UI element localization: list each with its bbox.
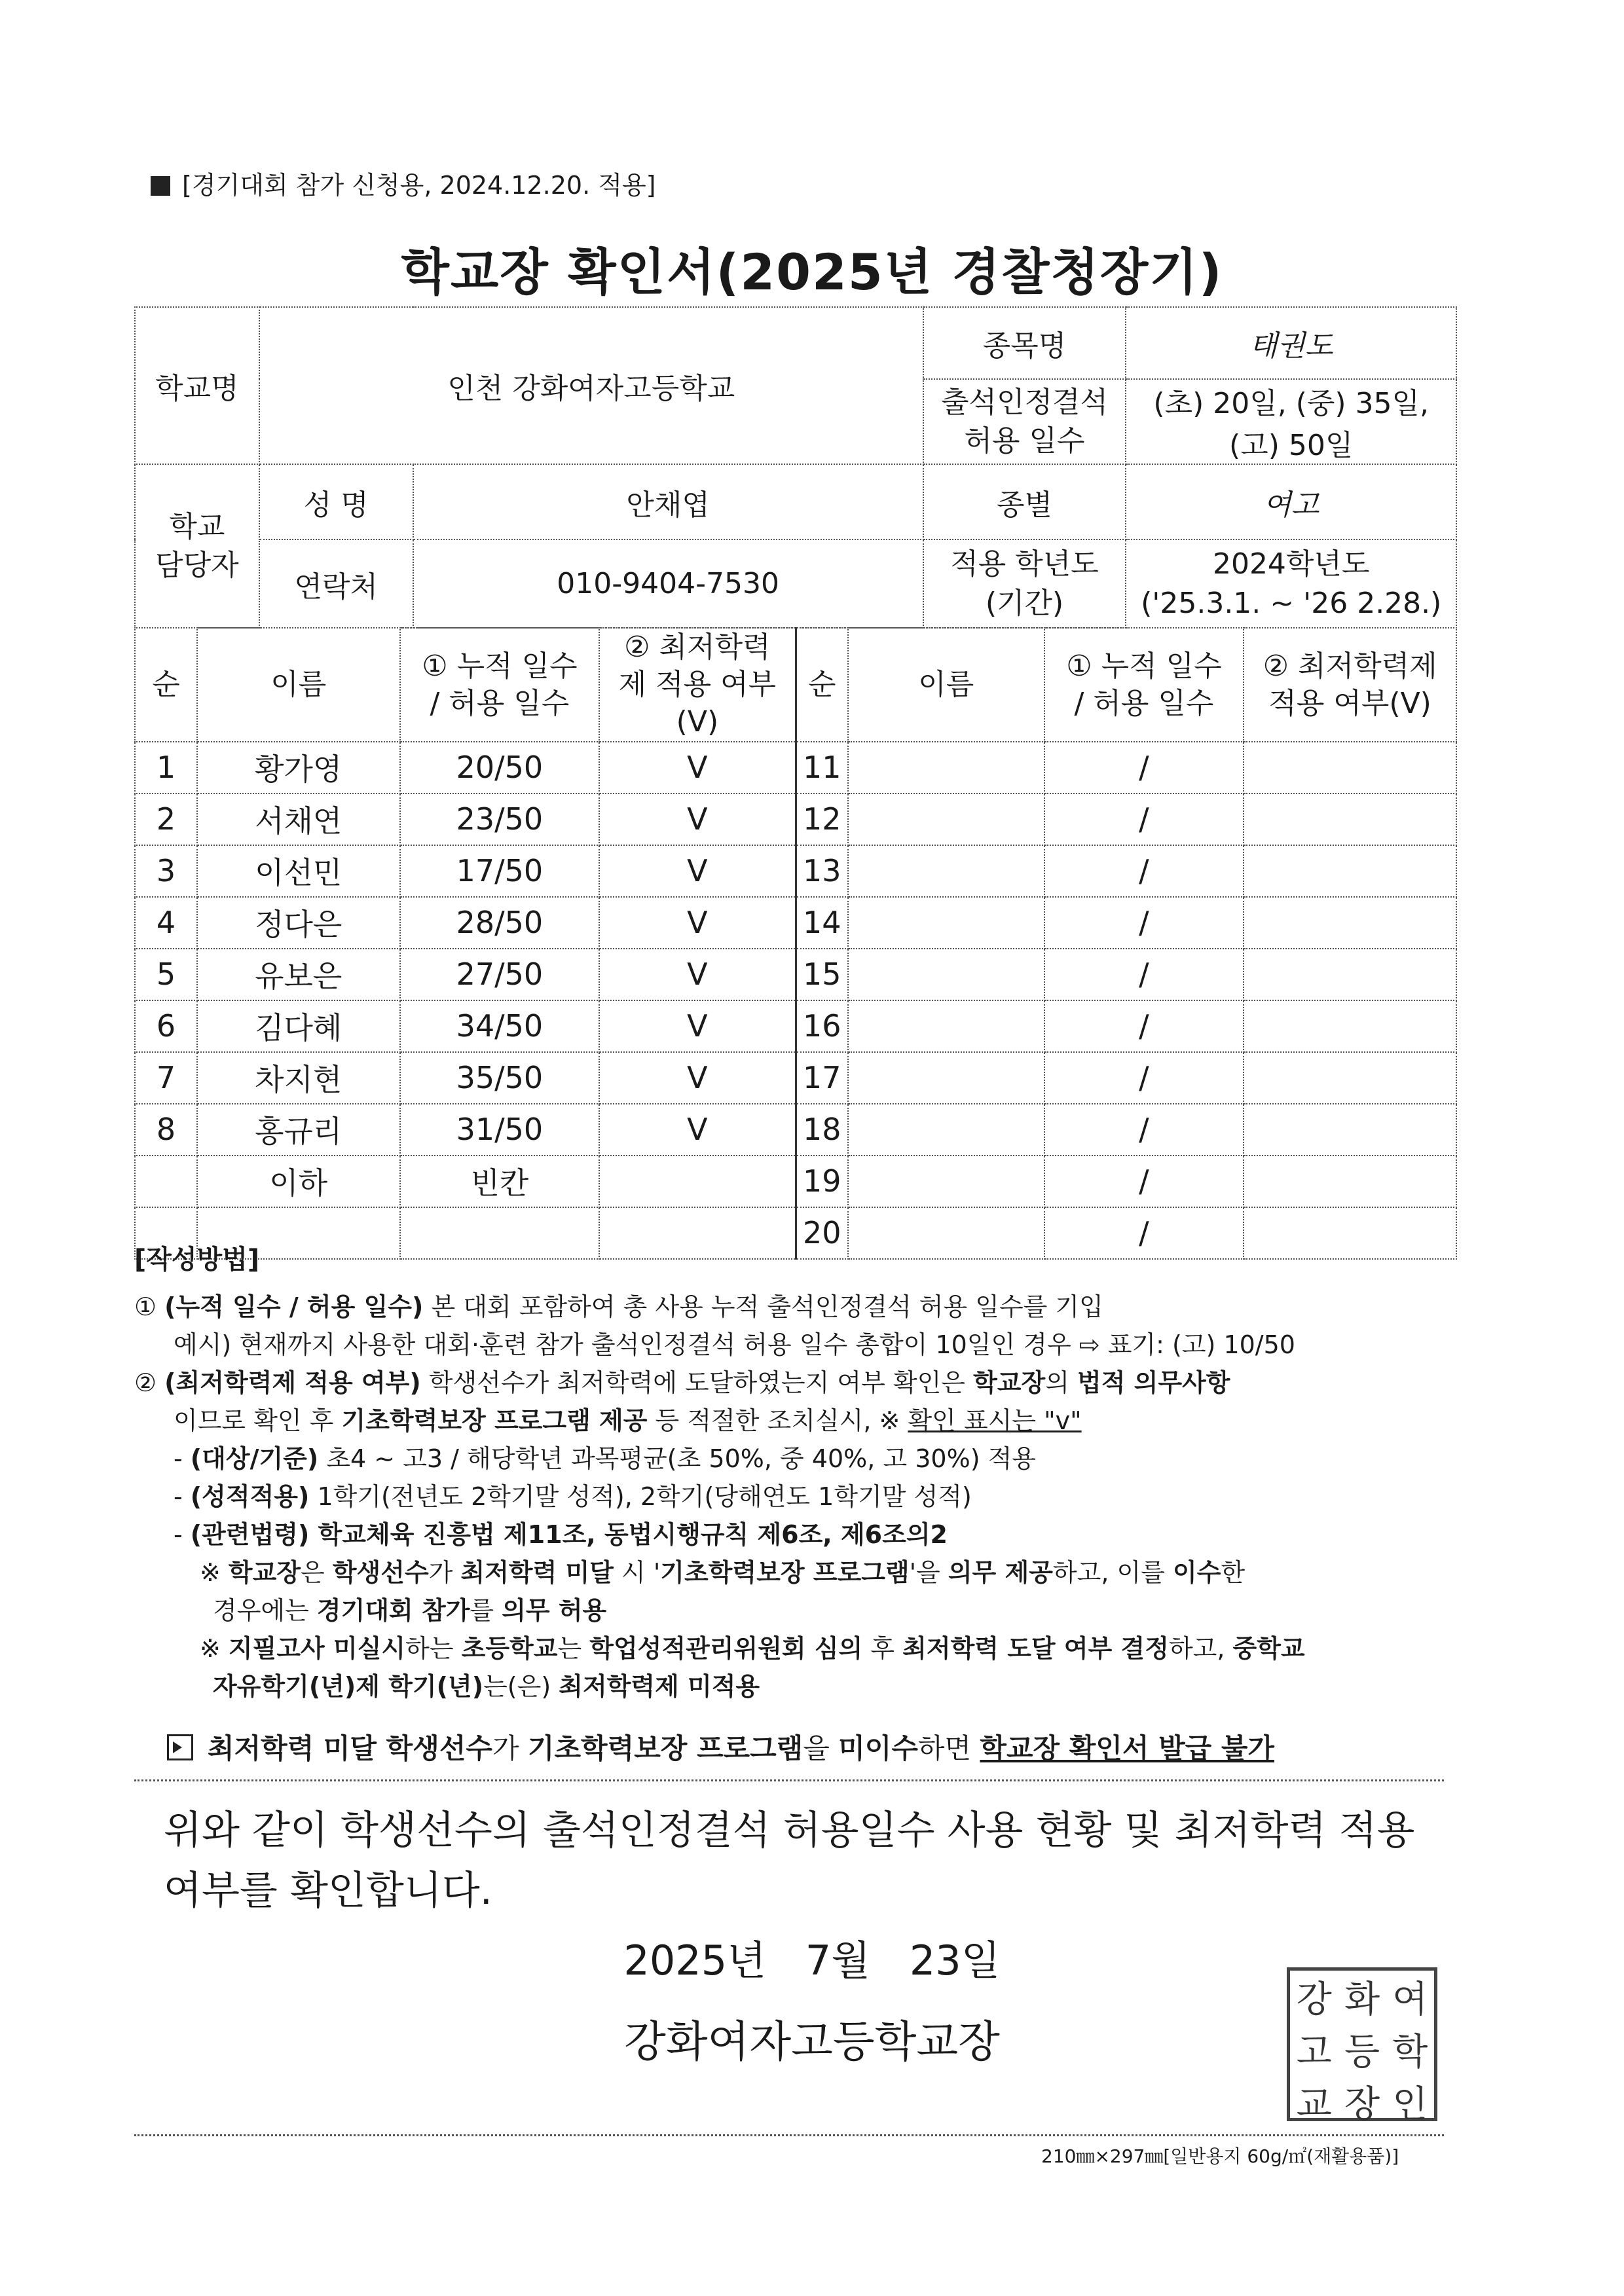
header-no-right: 순 <box>796 628 848 742</box>
final-text: 미이수 <box>838 1732 918 1764</box>
guide-text: 등 적절한 조치실시, ※ <box>647 1406 908 1435</box>
writing-guide <box>134 1241 1464 1705</box>
table-row <box>135 1104 1456 1156</box>
guide-text: 확인 표시는 "v" <box>908 1406 1082 1435</box>
seal-char: 여 <box>1392 1978 1428 2021</box>
guide-text: 은 <box>301 1558 333 1587</box>
header-no: 순 <box>135 628 197 742</box>
guide-text: 경우에는 <box>213 1596 317 1625</box>
cell-name: 정다은 <box>197 897 400 949</box>
cell-no: 15 <box>796 949 848 1000</box>
final-text: 최저학력 미달 학생선수 <box>208 1732 492 1764</box>
seal-char: 고 <box>1296 2031 1332 2073</box>
year-value: 2024학년도 <box>1212 547 1370 581</box>
guide-text: - <box>174 1520 191 1549</box>
year-label: 적용 학년도 (기간) <box>923 539 1126 628</box>
cell-no: 1 <box>135 742 197 793</box>
header-days: ① 누적 일수 / 허용 일수 <box>400 628 600 742</box>
allowed-days-value: (초) 20일, (중) 35일, (고) 50일 <box>1126 379 1456 464</box>
guide-text: 의무 허용 <box>502 1596 607 1625</box>
cell-no: 19 <box>796 1156 848 1207</box>
school-value: 인천 강화여자고등학교 <box>259 307 923 464</box>
cell-applied: V <box>599 897 796 949</box>
cell-days: 35/50 <box>400 1052 600 1104</box>
cell-name: 이선민 <box>197 845 400 897</box>
final-text: 기초학력보장 프로그램 <box>527 1732 803 1764</box>
seal-char: 장 <box>1344 2083 1380 2126</box>
cell-name <box>848 1052 1044 1104</box>
guide-text: 하고, <box>1168 1634 1233 1663</box>
table-row <box>135 1000 1456 1052</box>
cell-applied: V <box>599 793 796 845</box>
guide-text: ※ <box>200 1634 229 1663</box>
table-row <box>135 1156 1456 1207</box>
guide-text: 하는 <box>405 1634 462 1663</box>
cell-no: 8 <box>135 1104 197 1156</box>
seal-char: 학 <box>1392 2031 1428 2073</box>
guide-text: 후 <box>862 1634 903 1663</box>
cell-name <box>848 845 1044 897</box>
guide-line <box>134 1516 1464 1554</box>
guide-text: 최저학력제 미적용 <box>559 1672 760 1701</box>
guide-text: - <box>174 1482 191 1511</box>
category-value: 여고 <box>1126 464 1456 539</box>
roster-header-row <box>135 628 1456 742</box>
guide-text: 학생선수 <box>332 1558 429 1587</box>
cell-days: / <box>1044 897 1244 949</box>
guide-text: 를 <box>470 1596 502 1625</box>
cell-applied <box>1244 949 1456 1000</box>
cell-days: / <box>1044 1207 1244 1259</box>
cell-name <box>848 742 1044 793</box>
cell-name: 서채연 <box>197 793 400 845</box>
guide-line <box>134 1440 1464 1478</box>
cell-no: 3 <box>135 845 197 897</box>
guide-line <box>134 1630 1464 1667</box>
year-period: ('25.3.1. ~ '26 2.28.) <box>1141 586 1442 620</box>
year-cell <box>1126 539 1456 628</box>
guide-line: 예시) 현재까지 사용한 대회·훈련 참가 출석인정결석 허용 일수 총합이 10일인 경우 ⇨ 표기: (고) 10/50 <box>174 1330 1295 1359</box>
final-text: 가 <box>492 1732 528 1764</box>
header-name: 이름 <box>197 628 400 742</box>
cell-name: 홍규리 <box>197 1104 400 1156</box>
guide-line <box>134 1592 1464 1630</box>
guide-text: - <box>174 1444 191 1473</box>
paper-spec-footer: 210㎜×297㎜[일반용지 60g/㎡(재활용품)] <box>1041 2145 1399 2167</box>
cell-applied <box>1244 845 1456 897</box>
cell-name: 유보은 <box>197 949 400 1000</box>
event-value: 태권도 <box>1126 307 1456 379</box>
seal-char: 화 <box>1344 1978 1380 2021</box>
table-row <box>135 793 1456 845</box>
cell-applied: V <box>599 1052 796 1104</box>
cell-applied <box>1244 1052 1456 1104</box>
guide-text: 학교장 <box>973 1368 1046 1397</box>
guide-text: 가 <box>428 1558 461 1587</box>
cell-days: / <box>1044 949 1244 1000</box>
cell-applied: V <box>599 949 796 1000</box>
cell-name: 황가영 <box>197 742 400 793</box>
cell-no: 13 <box>796 845 848 897</box>
guide-text: (최저학력제 적용 여부) <box>164 1368 421 1397</box>
guide-text: 한 <box>1221 1558 1246 1587</box>
cell-days: 31/50 <box>400 1104 600 1156</box>
cell-applied <box>1244 1000 1456 1052</box>
guide-text: (성적적용) <box>190 1482 310 1511</box>
guide-line <box>134 1667 1464 1705</box>
cell-applied: V <box>599 1104 796 1156</box>
cell-applied <box>1244 742 1456 793</box>
cell-no: 7 <box>135 1052 197 1104</box>
header-note-text: [경기대회 참가 신청용, 2024.12.20. 적용] <box>182 171 656 200</box>
cell-no: 6 <box>135 1000 197 1052</box>
header-applied-right: ② 최저학력제 적용 여부(V) <box>1244 628 1456 742</box>
cell-no <box>135 1156 197 1207</box>
seal-char: 강 <box>1296 1978 1332 2021</box>
contact-value: 010-9404-7530 <box>413 539 923 628</box>
table-row <box>135 949 1456 1000</box>
cell-days: 28/50 <box>400 897 600 949</box>
cell-no: 18 <box>796 1104 848 1156</box>
cell-days: 23/50 <box>400 793 600 845</box>
guide-text: ② <box>134 1368 165 1397</box>
guide-text: 는 <box>557 1634 590 1663</box>
cell-no: 12 <box>796 793 848 845</box>
cell-name <box>848 949 1044 1000</box>
guide-text: 하고, 이를 <box>1052 1558 1173 1587</box>
seal-char: 인 <box>1392 2083 1428 2126</box>
guide-line <box>134 1478 1464 1516</box>
final-text: 하면 <box>917 1732 980 1764</box>
cell-days: / <box>1044 1000 1244 1052</box>
divider <box>134 2134 1444 2136</box>
table-row <box>135 845 1456 897</box>
square-bullet-icon <box>151 176 170 196</box>
cell-applied: V <box>599 742 796 793</box>
final-text: 학교장 확인서 발급 불가 <box>980 1732 1274 1764</box>
cell-days: 빈칸 <box>400 1156 600 1207</box>
guide-text: 최저학력 미달 <box>460 1558 614 1587</box>
cell-days: / <box>1044 742 1244 793</box>
guide-text: (관련법령) 학교체육 진흥법 제11조, 동법시행규칙 제6조, 제6조의2 <box>190 1520 948 1549</box>
school-label: 학교명 <box>135 307 259 464</box>
header-applied: ② 최저학력제 적용 여부(V) <box>599 628 796 742</box>
cell-name: 이하 <box>197 1156 400 1207</box>
guide-line <box>134 1288 1464 1326</box>
cell-no: 11 <box>796 742 848 793</box>
seal-char: 교 <box>1296 2083 1332 2126</box>
cell-days: 17/50 <box>400 845 600 897</box>
guide-heading: [작성방법] <box>134 1245 260 1275</box>
cell-applied <box>1244 1156 1456 1207</box>
document-title: 학교장 확인서(2025년 경찰청장기) <box>401 243 1223 301</box>
guide-text: 최저학력 도달 여부 결정 <box>902 1634 1169 1663</box>
info-table <box>134 306 1457 629</box>
guide-text: '을 <box>909 1558 948 1587</box>
guide-text: 시 ' <box>613 1558 661 1587</box>
guide-text: 기초학력보장 프로그램 제공 <box>341 1406 648 1435</box>
cell-no: 5 <box>135 949 197 1000</box>
guide-text: 학생선수가 최저학력에 도달하였는지 여부 확인은 <box>420 1368 974 1397</box>
guide-line <box>134 1554 1464 1592</box>
table-row <box>135 742 1456 793</box>
guide-text: 초등학교 <box>461 1634 558 1663</box>
guide-text: 의 <box>1045 1368 1078 1397</box>
cell-applied <box>599 1156 796 1207</box>
table-row <box>135 897 1456 949</box>
cell-name <box>848 793 1044 845</box>
name-label: 성 명 <box>259 464 413 539</box>
table-row <box>135 1052 1456 1104</box>
cell-no: 14 <box>796 897 848 949</box>
cell-applied <box>1244 897 1456 949</box>
cell-days: / <box>1044 1104 1244 1156</box>
arrow-box-icon <box>167 1734 193 1760</box>
guide-text: 자유학기(년)제 학기(년) <box>213 1672 484 1701</box>
guide-text: ① <box>134 1292 165 1321</box>
final-notice <box>167 1727 1274 1766</box>
cell-applied <box>1244 1104 1456 1156</box>
official-seal <box>1287 1967 1437 2126</box>
cell-no: 17 <box>796 1052 848 1104</box>
manager-label: 학교 담당자 <box>135 464 259 628</box>
cell-no: 2 <box>135 793 197 845</box>
guide-text: 의무 제공 <box>948 1558 1053 1587</box>
cell-name <box>848 897 1044 949</box>
cell-days: / <box>1044 1156 1244 1207</box>
header-days-right: ① 누적 일수 / 허용 일수 <box>1044 628 1244 742</box>
allowed-days-label: 출석인정결석 허용 일수 <box>923 379 1126 464</box>
cell-no: 4 <box>135 897 197 949</box>
guide-text: (대상/기준) <box>190 1444 319 1473</box>
guide-text: 법적 의무사항 <box>1077 1368 1230 1397</box>
cell-days: 27/50 <box>400 949 600 1000</box>
header-name-right: 이름 <box>848 628 1044 742</box>
cell-days: 20/50 <box>400 742 600 793</box>
cell-name <box>848 1104 1044 1156</box>
guide-line <box>134 1402 1464 1440</box>
category-label: 종별 <box>923 464 1126 539</box>
cell-applied: V <box>599 845 796 897</box>
roster-table <box>134 627 1457 1260</box>
event-label: 종목명 <box>923 307 1126 379</box>
header-note <box>151 165 656 201</box>
cell-days: / <box>1044 793 1244 845</box>
cell-name: 김다혜 <box>197 1000 400 1052</box>
guide-text: 학교장 <box>228 1558 301 1587</box>
guide-text: 지필고사 미실시 <box>228 1634 406 1663</box>
guide-text: 이므로 확인 후 <box>174 1406 342 1435</box>
name-value: 안채엽 <box>413 464 923 539</box>
cell-name <box>848 1000 1044 1052</box>
divider <box>134 1779 1444 1781</box>
guide-text: ※ <box>200 1558 229 1587</box>
cell-days: / <box>1044 1052 1244 1104</box>
contact-label: 연락처 <box>259 539 413 628</box>
guide-line <box>134 1364 1464 1402</box>
cell-name <box>848 1156 1044 1207</box>
cell-days: / <box>1044 845 1244 897</box>
cell-no: 16 <box>796 1000 848 1052</box>
issue-date: 2025년 7월 23일 <box>623 1937 1001 1984</box>
guide-text: 기초학력보장 프로그램 <box>660 1558 910 1587</box>
guide-text: 는(은) <box>483 1672 559 1701</box>
seal-char: 등 <box>1344 2031 1380 2073</box>
guide-text: 중학교 <box>1232 1634 1305 1663</box>
cell-name: 차지현 <box>197 1052 400 1104</box>
guide-text: 1학기(전년도 2학기말 성적), 2학기(당해연도 1학기말 성적) <box>309 1482 972 1511</box>
cell-applied: V <box>599 1000 796 1052</box>
guide-text: 본 대회 포함하여 총 사용 누적 출석인정결석 허용 일수를 기입 <box>423 1292 1103 1321</box>
guide-text: (누적 일수 / 허용 일수) <box>164 1292 424 1321</box>
cell-no: 20 <box>796 1207 848 1259</box>
final-text: 을 <box>803 1732 839 1764</box>
guide-text: 경기대회 참가 <box>316 1596 470 1625</box>
confirmation-text: 위와 같이 학생선수의 출석인정결석 허용일수 사용 현황 및 최저학력 적용 여부를 확인합니다. <box>164 1808 1415 1914</box>
cell-days: 34/50 <box>400 1000 600 1052</box>
principal-title: 강화여자고등학교장 <box>624 2016 1000 2067</box>
guide-text: 학업성적관리위원회 심의 <box>589 1634 863 1663</box>
guide-text: 이수 <box>1172 1558 1221 1587</box>
cell-applied <box>1244 793 1456 845</box>
guide-text: 초4 ~ 고3 / 해당학년 과목평균(초 50%, 중 40%, 고 30%) 적용 <box>318 1444 1037 1473</box>
